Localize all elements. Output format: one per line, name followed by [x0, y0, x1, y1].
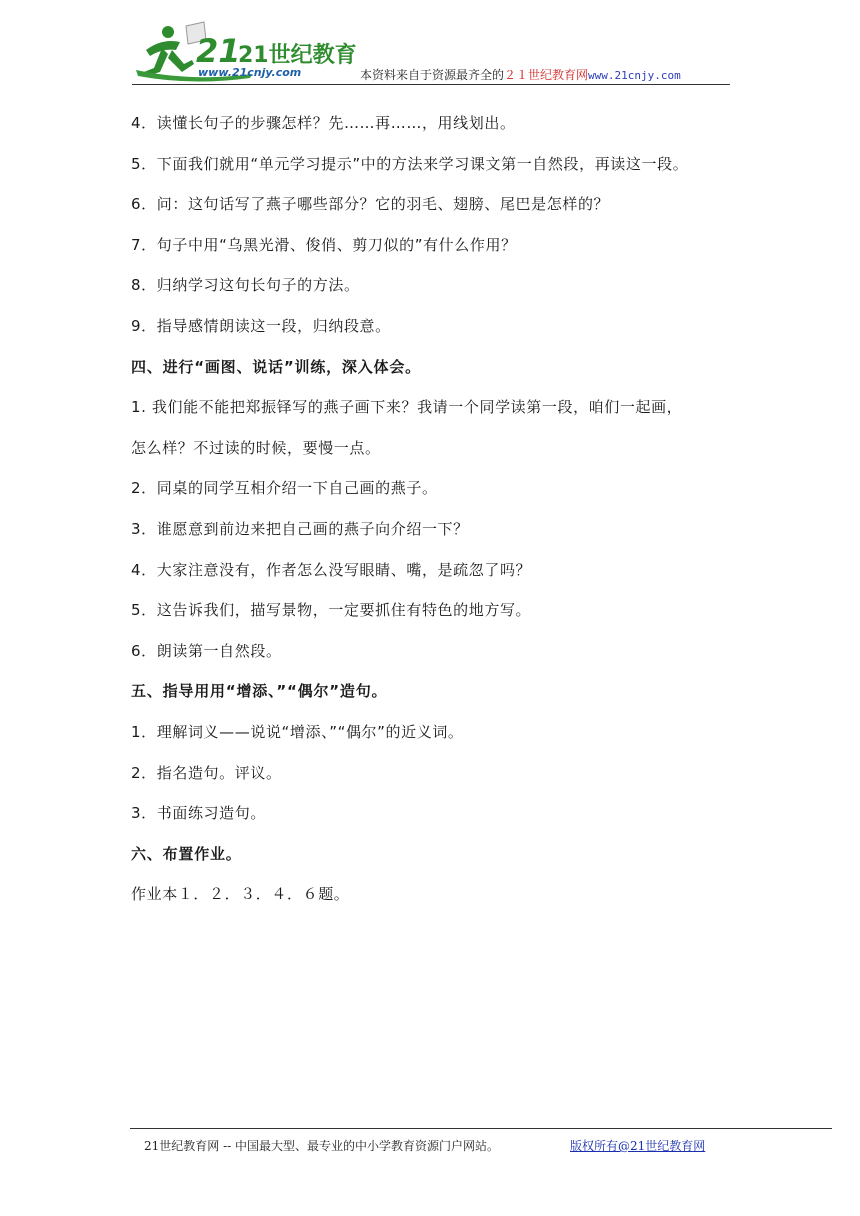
paragraph-line: 2．指名造句。评议。	[131, 763, 282, 782]
paragraph-line: 怎么样？不过读的时候，要慢一点。	[131, 438, 381, 457]
header-divider	[132, 84, 730, 85]
logo-url-text: www.21cnjy.com	[198, 66, 302, 79]
section-heading: 六、布置作业。	[131, 844, 242, 863]
header-note-prefix: 本资料来自于资源最齐全的	[360, 68, 505, 82]
paragraph-line: 6．朗读第一自然段。	[131, 641, 282, 660]
paragraph-line: 6．问：这句话写了燕子哪些部分？它的羽毛、翅膀、尾巴是怎样的？	[131, 195, 610, 214]
paragraph-line: 9．指导感情朗读这一段，归纳段意。	[131, 316, 391, 335]
paragraph-line: 8．归纳学习这句长句子的方法。	[131, 276, 360, 295]
header-source-note	[360, 66, 681, 83]
logo-21cnjy-icon	[132, 20, 357, 84]
page-header	[132, 20, 730, 86]
paragraph-line: 4．读懂长句子的步骤怎样？先……再……，用线划出。	[131, 114, 516, 132]
paragraph-line: 1. 我们能不能把郑振铎写的燕子画下来？我请一个同学读第一段，咱们一起画，	[131, 398, 683, 417]
footer-copyright-link[interactable]: 版权所有@21世纪教育网	[570, 1139, 706, 1153]
document-body	[131, 113, 741, 925]
paragraph-line: 7．句子中用“乌黑光滑、俊俏、剪刀似的”有什么作用？	[131, 235, 517, 254]
paragraph-line: 4．大家注意没有，作者怎么没写眼睛、嘴，是疏忽了吗？	[131, 560, 532, 579]
footer-site-text: 21世纪教育网 -- 中国最大型、最专业的中小学教育资源门户网站。	[144, 1139, 500, 1153]
paragraph-line: 2．同桌的同学互相介绍一下自己画的燕子。	[131, 479, 438, 498]
paragraph-line: 5．这告诉我们，描写景物，一定要抓住有特色的地方写。	[131, 601, 532, 620]
header-note-url[interactable]: www.21cnjy.com	[588, 69, 681, 82]
section-heading: 五、指导用用“增添、”“偶尔”造句。	[131, 682, 388, 701]
header-note-brand[interactable]: ２１世纪教育网	[504, 68, 589, 82]
paragraph-line: 作业本１．２．３．４．６题。	[131, 885, 350, 904]
paragraph-line: 3．谁愿意到前边来把自己画的燕子向介绍一下？	[131, 519, 469, 538]
paragraph-line: 1．理解词义——说说“增添、”“偶尔”的近义词。	[131, 722, 464, 741]
section-heading: 四、进行“画图、说话”训练，深入体会。	[131, 357, 421, 376]
paragraph-line: 3．书面练习造句。	[131, 804, 266, 823]
svg-text:21: 21	[196, 32, 241, 70]
paragraph-line: 5．下面我们就用“单元学习提示”中的方法来学习课文第一自然段，再读这一段。	[131, 154, 689, 173]
logo-text: 21世纪教育	[238, 43, 357, 68]
page-footer	[144, 1137, 706, 1154]
footer-divider	[130, 1128, 832, 1129]
